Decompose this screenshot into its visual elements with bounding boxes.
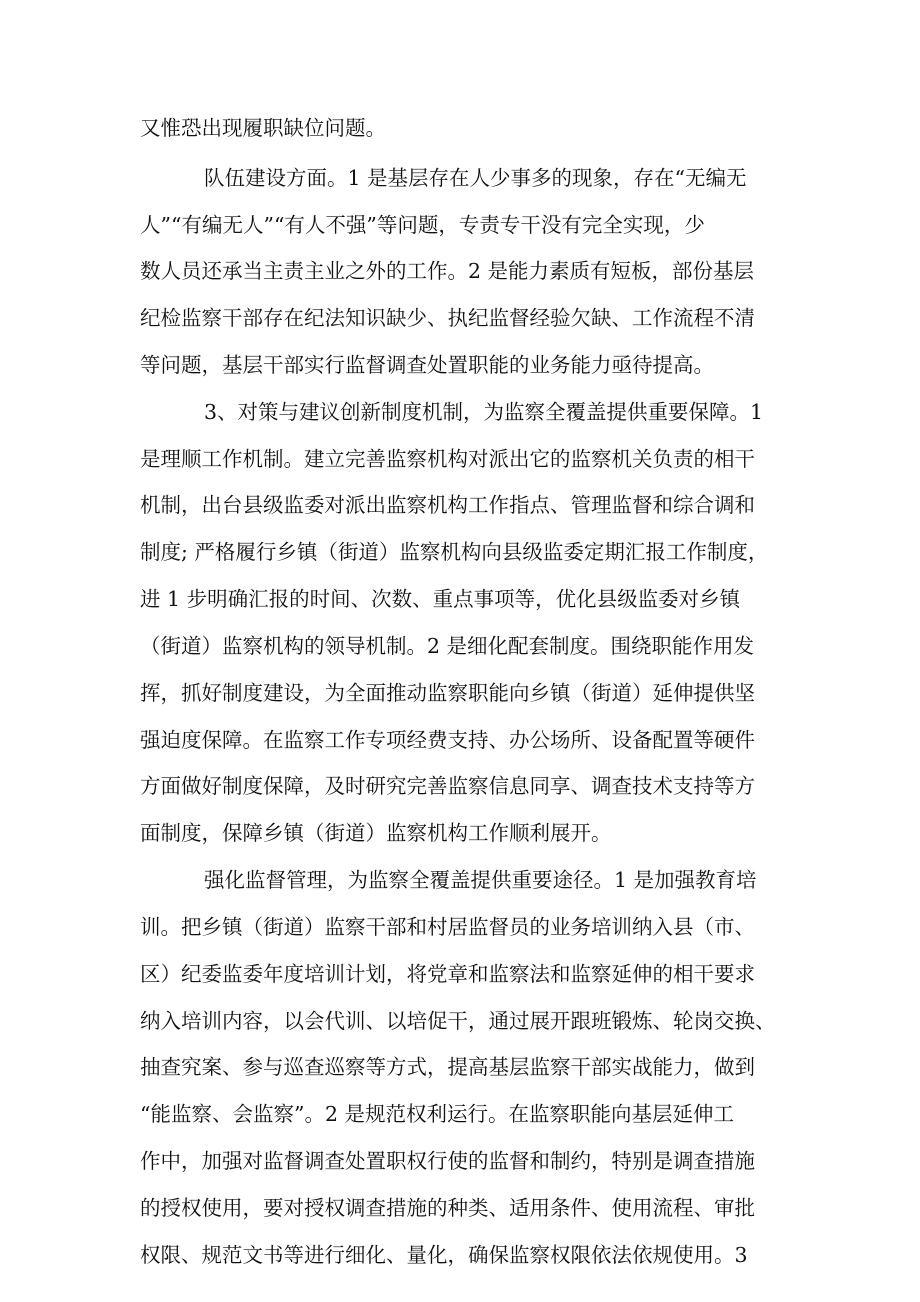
- text-line: 又惟恐出现履职缺位问题。: [140, 116, 386, 140]
- text-line: 面制度，保障乡镇（街道）监察机构工作顺利展开。: [140, 821, 612, 845]
- text-line: 方面做好制度保障，及时研究完善监察信息同享、调查技术支持等方: [140, 774, 755, 798]
- text-line: 的授权使用，要对授权调查措施的种类、适用条件、使用流程、审批: [140, 1196, 755, 1220]
- text-line: 训。把乡镇（街道）监察干部和村居监督员的业务培训纳入县（市、: [140, 915, 755, 939]
- text-line: 权限、规范文书等进行细化、量化，确保监察权限依法依规使用。3: [140, 1243, 748, 1267]
- text-line: 强迫度保障。在监察工作专项经费支持、办公场所、设备配置等硬件: [140, 728, 755, 752]
- text-line: 挥，抓好制度建设，为全面推动监察职能向乡镇（街道）延伸提供坚: [140, 681, 755, 705]
- text-line: 进 1 步明确汇报的时间、次数、重点事项等，优化县级监委对乡镇: [140, 587, 741, 611]
- text-line: 纳入培训内容，以会代训、以培促干，通过展开跟班锻炼、轮岗交换、: [140, 1009, 776, 1033]
- text-line: 抽查究案、参与巡查巡察等方式，提高基层监察干部实战能力，做到: [140, 1055, 755, 1079]
- text-line: 是理顺工作机制。建立完善监察机构对派出它的监察机关负责的相干: [140, 447, 755, 471]
- paragraph-start-line: 队伍建设方面。1 是基层存在人少事多的现象，存在“无编无: [204, 166, 747, 190]
- paragraph-start-line: 3、对策与建议创新制度机制，为监察全覆盖提供重要保障。1: [204, 400, 764, 424]
- text-line: 纪检监察干部存在纪法知识缺少、执纪监督经验欠缺、工作流程不清: [140, 306, 755, 330]
- text-line: 制度; 严格履行乡镇（街道）监察机构向县级监委定期汇报工作制度，: [140, 540, 769, 564]
- text-line: 等问题，基层干部实行监督调查处置职能的业务能力亟待提高。: [140, 353, 714, 377]
- text-line: 机制，出台县级监委对派出监察机构工作指点、管理监督和综合调和: [140, 493, 755, 517]
- paragraph-start-line: 强化监督管理，为监察全覆盖提供重要途径。1 是加强教育培: [204, 868, 757, 892]
- text-line: 作中，加强对监督调查处置职权行使的监督和制约，特别是调查措施: [140, 1149, 755, 1173]
- text-line: 区）纪委监委年度培训计划，将党章和监察法和监察延伸的相干要求: [140, 962, 755, 986]
- text-line: “能监察、会监察”。2 是规范权利运行。在监察职能向基层延伸工: [140, 1102, 735, 1126]
- text-line: （街道）监察机构的领导机制。2 是细化配套制度。围绕职能作用发: [140, 634, 755, 658]
- text-line: 人”“有编无人”“有人不强”等问题，专责专干没有完全实现，少: [140, 213, 705, 237]
- text-line: 数人员还承当主责主业之外的工作。2 是能力素质有短板，部份基层: [140, 259, 755, 283]
